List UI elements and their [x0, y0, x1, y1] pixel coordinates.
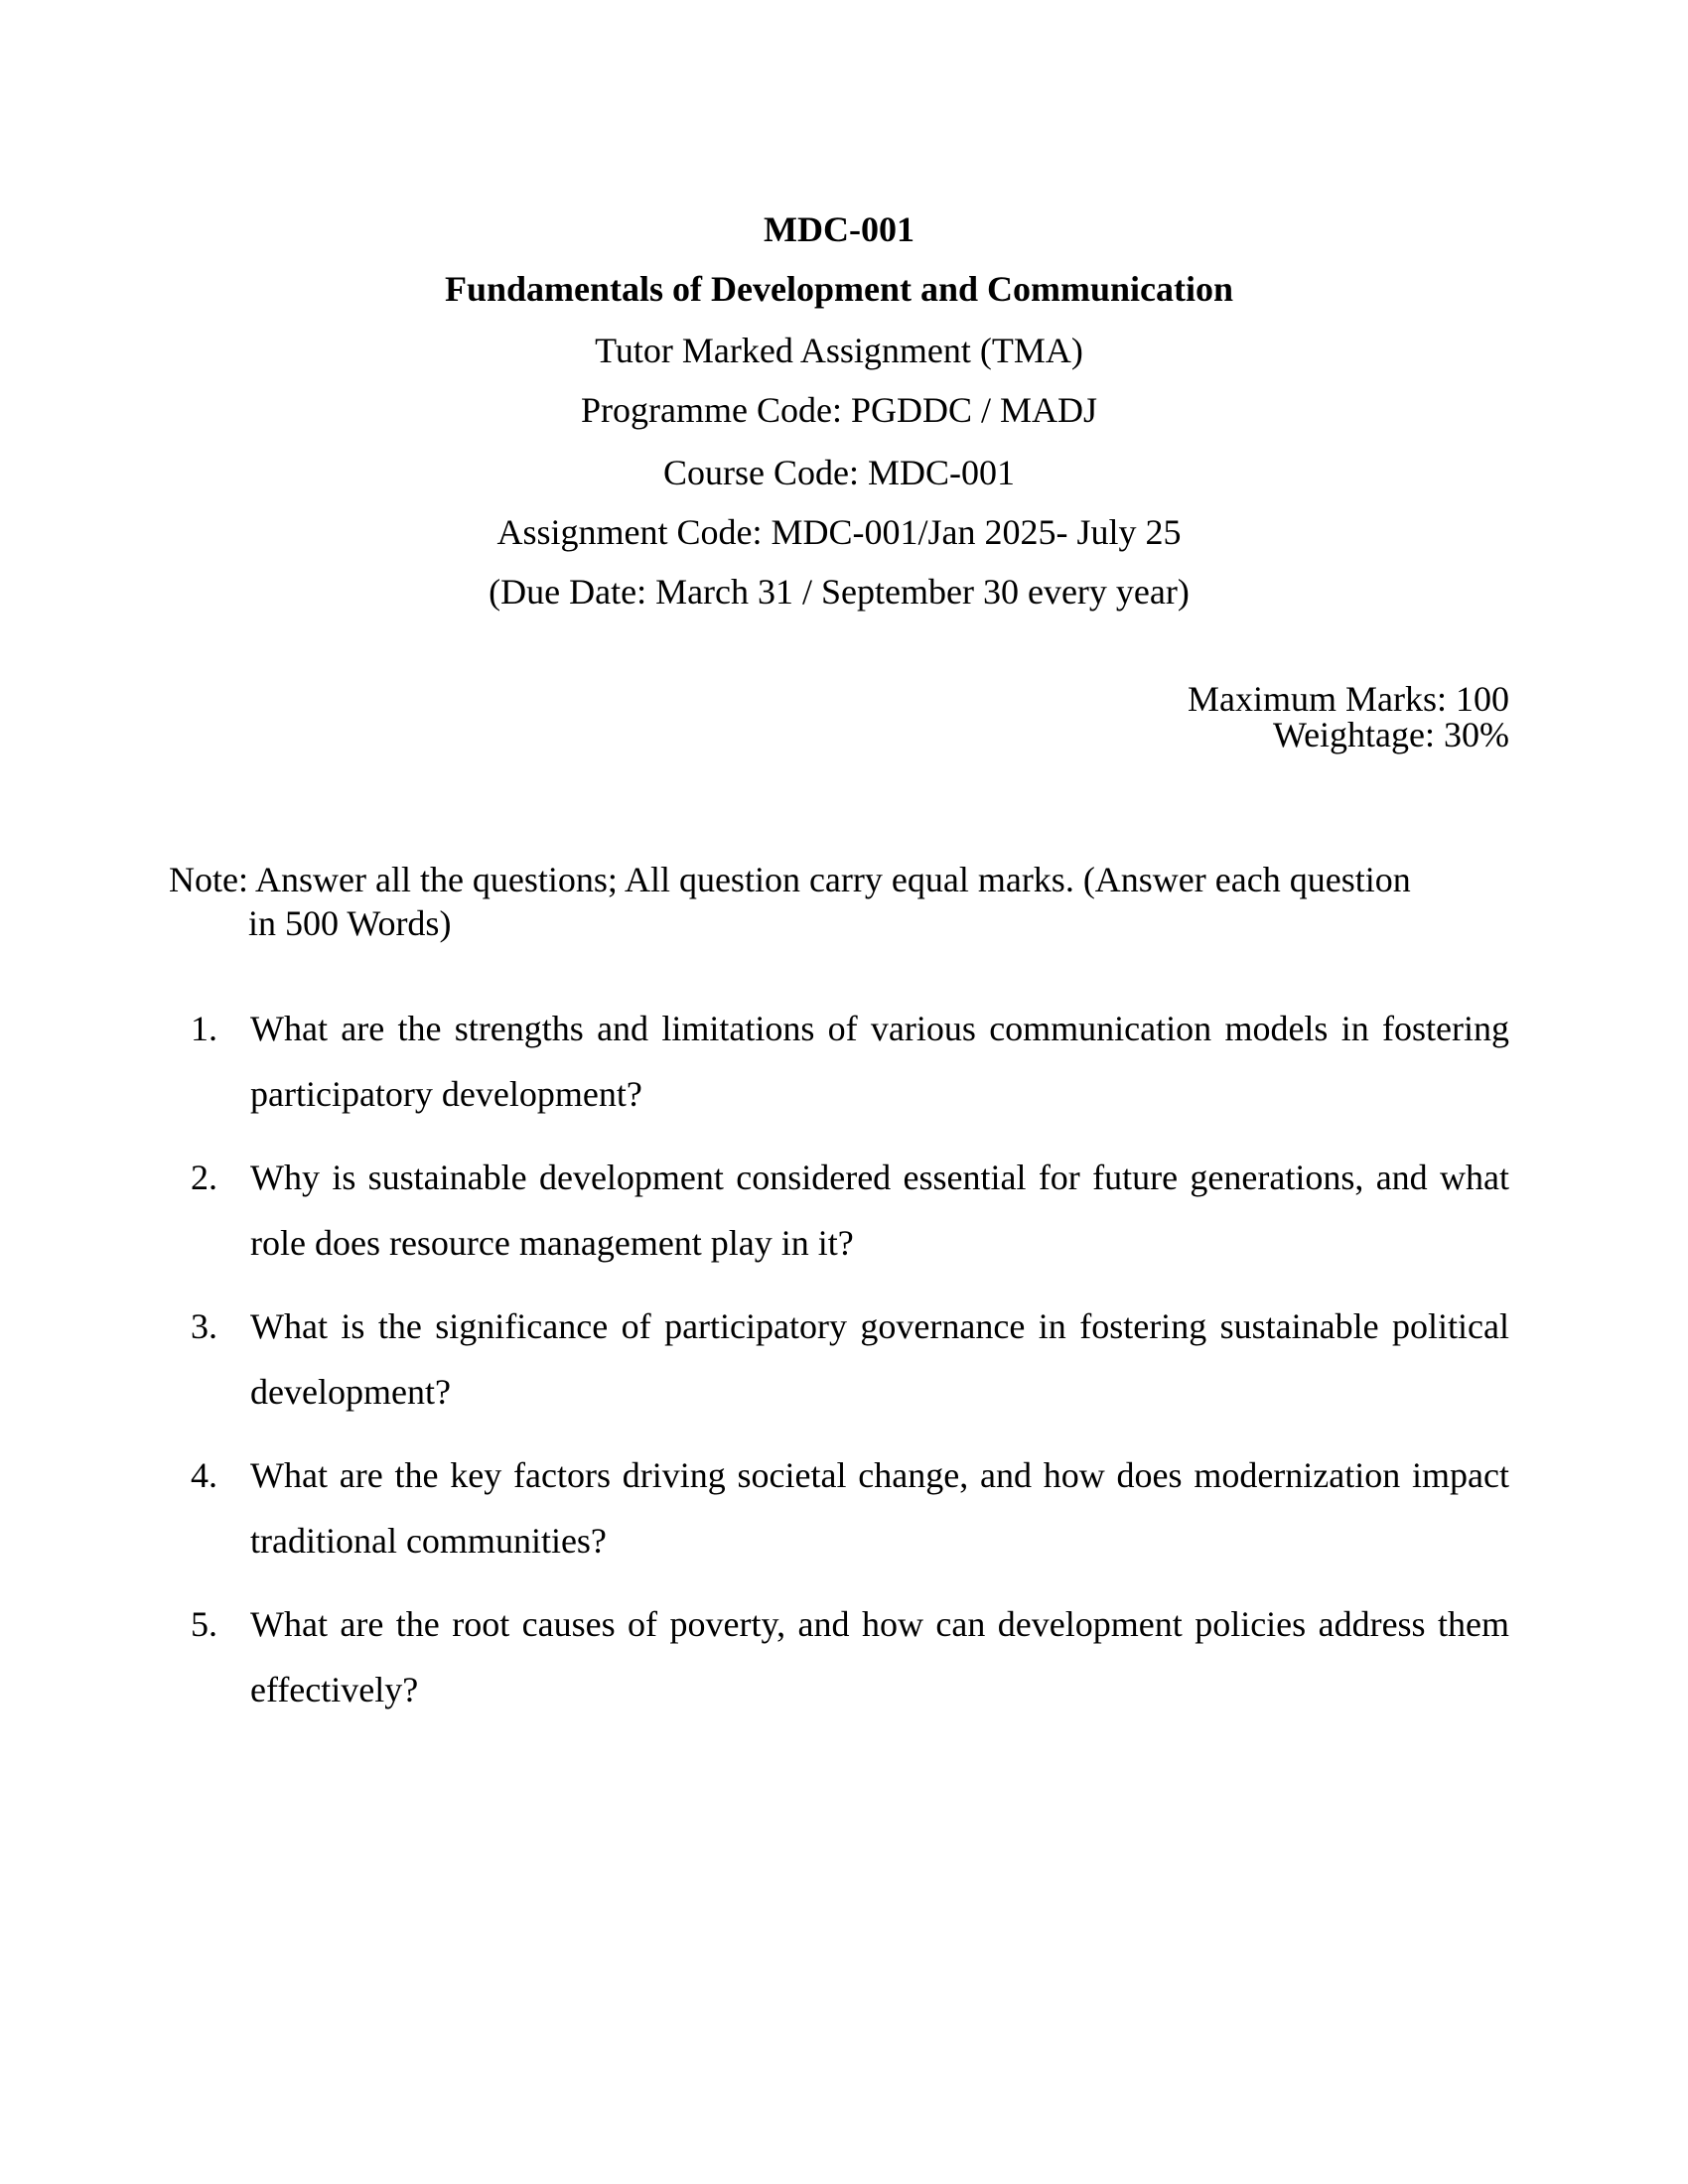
question-number: 1. — [191, 1009, 217, 1048]
question-item — [169, 1294, 1509, 1425]
question-number: 2. — [191, 1158, 217, 1197]
course-title: Fundamentals of Development and Communication — [444, 269, 1234, 309]
course-code: Course Code: MDC-001 — [663, 453, 1015, 492]
question-item — [169, 996, 1509, 1127]
question-number: 5. — [191, 1604, 217, 1644]
question-number: 3. — [191, 1306, 217, 1346]
maximum-marks: Maximum Marks: 100 — [1188, 679, 1509, 719]
instructions-note: Note: Answer all the questions; All question carry equal marks. (Answer each question in 500 Words) — [169, 860, 1411, 943]
course-code-heading: MDC-001 — [764, 209, 914, 249]
assignment-type: Tutor Marked Assignment (TMA) — [595, 331, 1083, 370]
question-item — [169, 1145, 1509, 1276]
assignment-code: Assignment Code: MDC-001/Jan 2025- July 25 — [496, 512, 1182, 552]
programme-code: Programme Code: PGDDC / MADJ — [581, 390, 1097, 430]
question-number: 4. — [191, 1455, 217, 1495]
question-text: What are the key factors driving societal change, and how does modernization impact traditional communities? — [250, 1455, 1509, 1561]
question-text: What is the significance of participatory governance in fostering sustainable political development? — [250, 1306, 1509, 1412]
marks-block — [1188, 681, 1509, 752]
question-item — [169, 1442, 1509, 1573]
weightage: Weightage: 30% — [1272, 715, 1509, 754]
due-date: (Due Date: March 31 / September 30 every year) — [489, 572, 1190, 612]
question-list — [169, 996, 1509, 1740]
question-text: Why is sustainable development considered essential for future generations, and what role does resource management play in it? — [250, 1158, 1509, 1263]
question-text: What are the root causes of poverty, and how can development policies address them effectively? — [250, 1604, 1509, 1709]
question-item — [169, 1591, 1509, 1722]
question-text: What are the strengths and limitations of various communication models in fostering participatory development? — [250, 1009, 1509, 1114]
